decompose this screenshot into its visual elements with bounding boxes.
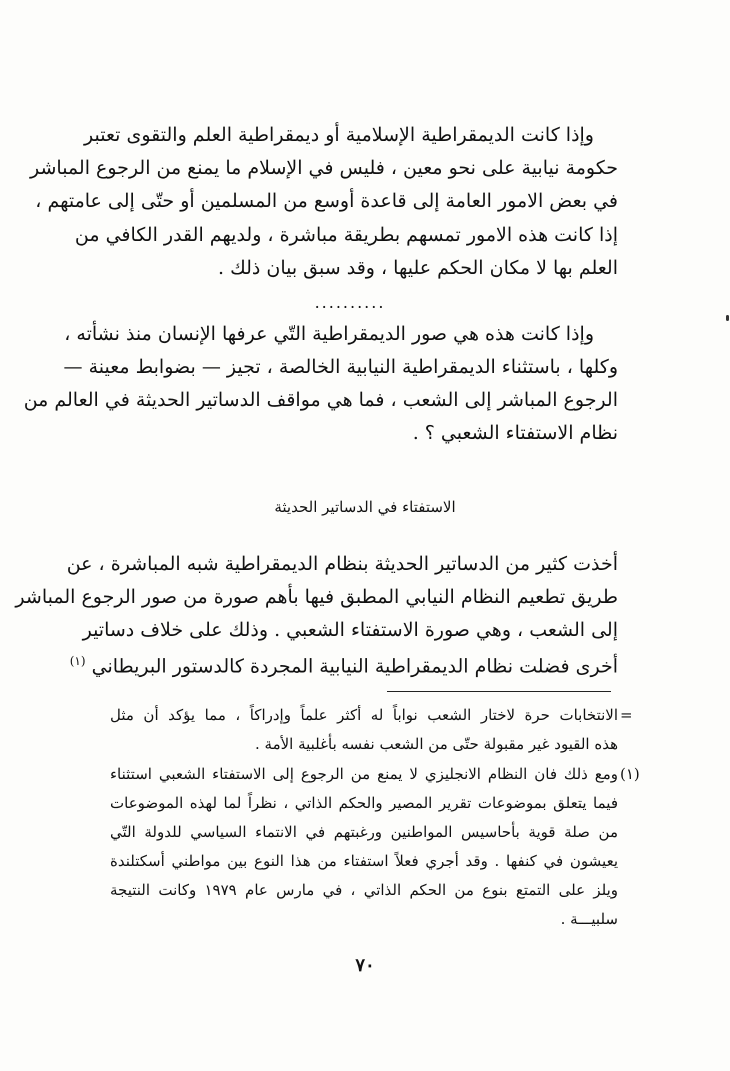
footnote-line: ومع ذلك فان النظام الانجليزي لا يمنع من الرجوع إلى الاستفتاء الشعبي استثناء	[110, 765, 618, 783]
footnote-label: (١)	[620, 765, 640, 783]
text-line: إلى الشعب ، وهي صورة الاستفتاء الشعبي . وذلك على خلاف دساتير	[82, 619, 618, 641]
footnote-reference[interactable]: (١)	[69, 654, 86, 668]
footnote-line: من صلة قوية بأحاسيس المواطنين ورغبتهم في الانتماء السياسي للدولة التّي	[110, 823, 618, 841]
section-separator: ..........	[314, 293, 386, 312]
page-number: ٧٠	[355, 955, 375, 976]
text-line-content: أخرى فضلت نظام الديمقراطية النيابية المجردة كالدستور البريطاني	[91, 655, 618, 678]
footnote-line: الانتخابات حرة لاختار الشعب نواباً له أكثر علماً وإدراكاً ، مما يؤكد أن مثل	[110, 706, 618, 724]
text-line: في بعض الامور العامة إلى قاعدة أوسع من المسلمين أو حتّى إلى عامتهم ،	[35, 190, 618, 212]
text-line: وإذا كانت هذه هي صور الديمقراطية التّي عرفها الإنسان منذ نشأته ،	[64, 323, 594, 345]
footnote-line: يعيشون في كنفها . وقد أجري فعلاً استفتاء من هذا النوع بين مواطني أسكتلندة	[110, 852, 618, 870]
section-heading: الاستفتاء في الدساتير الحديثة	[274, 498, 456, 516]
text-line: إذا كانت هذه الامور تمسهم بطريقة مباشرة ، ولديهم القدر الكافي من	[74, 224, 618, 246]
footnote-continuation-marker: =	[620, 706, 633, 724]
text-line: وإذا كانت الديمقراطية الإسلامية أو ديمقراطية العلم والتقوى تعتبر	[84, 124, 594, 146]
footnote-divider	[387, 691, 611, 692]
text-line: طريق تطعيم النظام النيابي المطبق فيها بأهم صورة من صور الرجوع المباشر	[15, 586, 618, 608]
text-line: حكومة نيابية على نحو معين ، فليس في الإسلام ما يمنع من الرجوع المباشر	[30, 157, 618, 179]
text-line: الرجوع المباشر إلى الشعب ، فما هي مواقف الدساتير الحديثة في العالم من	[23, 389, 618, 411]
text-line	[69, 649, 618, 678]
footnote-line: سلبيـــة .	[560, 910, 618, 928]
footnote-line: ويلز على التمتع بنوع من الحكم الذاتي ، في مارس عام ١٩٧٩ وكانت النتيجة	[110, 881, 619, 899]
text-line: نظام الاستفتاء الشعبي ؟ .	[412, 422, 618, 444]
margin-mark	[726, 315, 729, 321]
text-line: وكلها ، باستثناء الديمقراطية النيابية الخالصة ، تجيز — بضوابط معينة —	[63, 356, 618, 378]
footnote-line: فيما يتعلق بموضوعات تقرير المصير والحكم الذاتي ، نظراً لما لهذه الموضوعات	[110, 794, 618, 812]
footnote-line: هذه القيود غير مقبولة حتّى من الشعب نفسه بأغلبية الأمة .	[254, 735, 618, 753]
text-line: أخذت كثير من الدساتير الحديثة بنظام الديمقراطية شبه المباشرة ، عن	[66, 553, 618, 575]
text-line: العلم بها لا مكان الحكم عليها ، وقد سبق بيان ذلك .	[218, 257, 618, 279]
